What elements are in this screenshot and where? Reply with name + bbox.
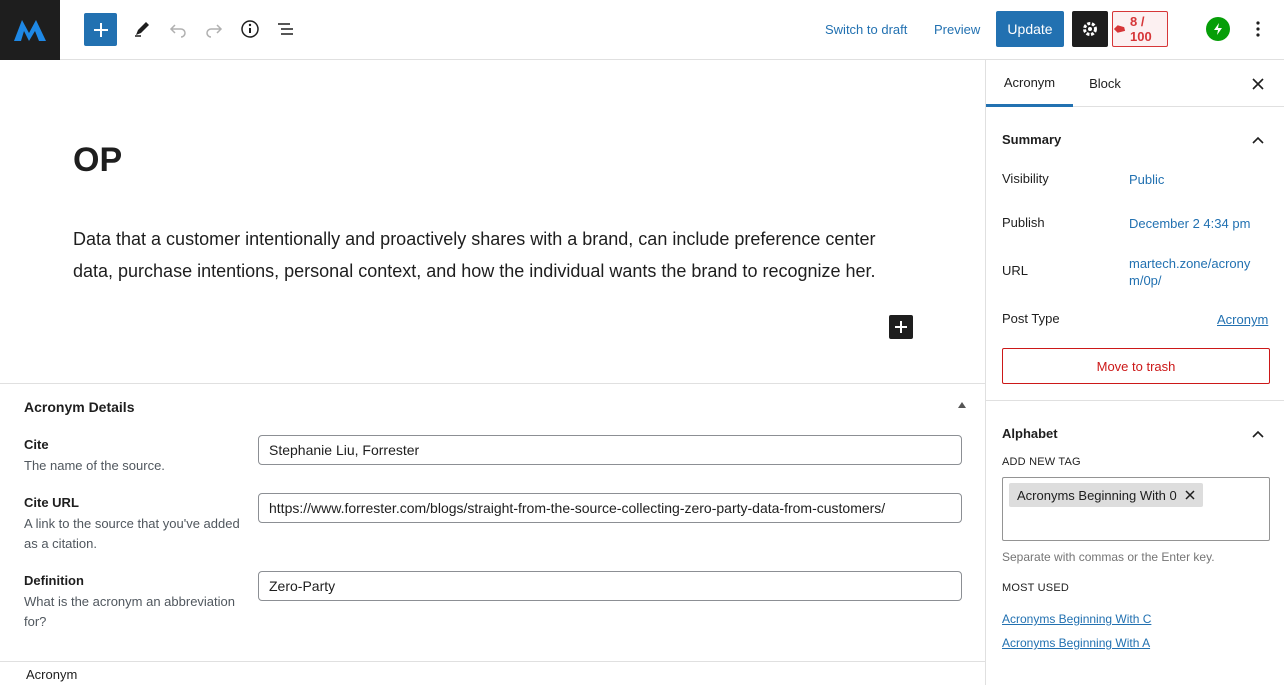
pencil-icon xyxy=(132,19,152,39)
plus-icon xyxy=(894,320,908,334)
cite-input[interactable]: Stephanie Liu, Forrester xyxy=(258,435,962,465)
post-title[interactable]: OP xyxy=(73,141,123,179)
block-inserter-button[interactable] xyxy=(84,13,117,46)
tag-chip-label: Acronyms Beginning With 0 xyxy=(1017,487,1177,503)
fish-icon xyxy=(1113,23,1126,35)
jetpack-button[interactable] xyxy=(1206,17,1230,41)
cite-url-description: A link to the source that you've added as a citation. xyxy=(24,516,240,551)
add-block-button[interactable] xyxy=(889,315,913,339)
info-icon xyxy=(240,19,260,39)
definition-label: Definition xyxy=(24,573,84,588)
update-button[interactable]: Update xyxy=(996,11,1064,47)
url-label: URL xyxy=(1002,263,1029,278)
seo-score-button[interactable] xyxy=(1112,11,1168,47)
undo-button[interactable] xyxy=(162,13,194,45)
editor-header xyxy=(0,0,1284,60)
paragraph-block[interactable]: Data that a customer intentionally and proactively shares with a brand, can include preference center data, purchase intentions, personal context, and how the individual wants the brand to recognize her. xyxy=(73,229,876,281)
close-sidebar-button[interactable] xyxy=(1246,72,1270,96)
tag-input[interactable] xyxy=(1002,477,1270,541)
post-type-label: Post Type xyxy=(1002,311,1060,326)
site-logo-button[interactable] xyxy=(0,0,60,60)
redo-button[interactable] xyxy=(198,13,230,45)
tab-block[interactable]: Block xyxy=(1089,76,1121,91)
cite-url-input[interactable]: https://www.forrester.com/blogs/straight-from-the-source-collecting-zero-party-data-from-customers/ xyxy=(258,493,962,523)
most-used-tag-link[interactable]: Acronyms Beginning With A xyxy=(1002,636,1151,650)
editor-canvas xyxy=(0,60,986,383)
tools-button[interactable] xyxy=(126,13,158,45)
acronym-details-metabox xyxy=(0,383,986,661)
visibility-value[interactable]: Public xyxy=(1129,172,1165,187)
post-type-value[interactable]: Acronym xyxy=(1217,312,1269,327)
add-new-tag-label: ADD NEW TAG xyxy=(1002,456,1081,468)
publish-date-value[interactable]: December 2 4:34 pm xyxy=(1129,216,1251,231)
cite-description: The name of the source. xyxy=(24,458,165,473)
preview-button[interactable]: Preview xyxy=(934,21,981,37)
chevron-up-icon xyxy=(1246,422,1270,446)
undo-icon xyxy=(168,19,188,39)
close-icon xyxy=(1252,78,1264,90)
collapse-toggle-icon[interactable] xyxy=(958,402,966,408)
tag-hint: Separate with commas or the Enter key. xyxy=(1002,550,1215,564)
alphabet-panel-header[interactable] xyxy=(986,409,1284,457)
publish-label: Publish xyxy=(1002,215,1045,230)
martech-logo-icon xyxy=(12,17,48,43)
tag-chip xyxy=(1009,483,1203,507)
definition-input[interactable]: Zero-Party xyxy=(258,571,962,601)
gear-icon xyxy=(1081,20,1099,38)
redo-icon xyxy=(204,19,224,39)
chevron-up-icon xyxy=(1246,128,1270,152)
definition-description: What is the acronym an abbreviation for? xyxy=(24,594,235,629)
move-to-trash-button[interactable]: Move to trash xyxy=(1002,348,1270,384)
settings-sidebar xyxy=(985,60,1284,685)
panel-divider xyxy=(986,400,1284,401)
block-breadcrumb xyxy=(0,661,986,685)
visibility-label: Visibility xyxy=(1002,171,1049,186)
summary-panel-header[interactable] xyxy=(986,115,1284,163)
options-button[interactable] xyxy=(1244,13,1272,45)
settings-button[interactable] xyxy=(1072,11,1108,47)
summary-panel-title: Summary xyxy=(1002,132,1062,147)
list-view-button[interactable] xyxy=(270,13,302,45)
remove-tag-icon[interactable] xyxy=(1185,490,1195,500)
metabox-title: Acronym Details xyxy=(24,399,135,415)
switch-to-draft-button[interactable]: Switch to draft xyxy=(825,21,908,37)
tab-acronym[interactable]: Acronym xyxy=(986,60,1073,107)
lightning-icon xyxy=(1211,22,1225,36)
alphabet-panel-title: Alphabet xyxy=(1002,426,1058,441)
most-used-tag-link[interactable]: Acronyms Beginning With C xyxy=(1002,612,1152,626)
seo-score-label: 8 / 100 xyxy=(1130,14,1152,44)
plus-icon xyxy=(92,21,110,39)
cite-label: Cite xyxy=(24,437,49,452)
list-view-icon xyxy=(276,19,296,39)
breadcrumb-item[interactable]: Acronym xyxy=(26,667,78,682)
url-value[interactable]: martech.zone/acronym/0p/ xyxy=(1129,256,1251,288)
sidebar-tabs xyxy=(986,60,1284,107)
cite-url-label: Cite URL xyxy=(24,495,79,510)
most-used-label: MOST USED xyxy=(1002,582,1069,594)
details-button[interactable] xyxy=(234,13,266,45)
more-vertical-icon xyxy=(1255,20,1261,38)
